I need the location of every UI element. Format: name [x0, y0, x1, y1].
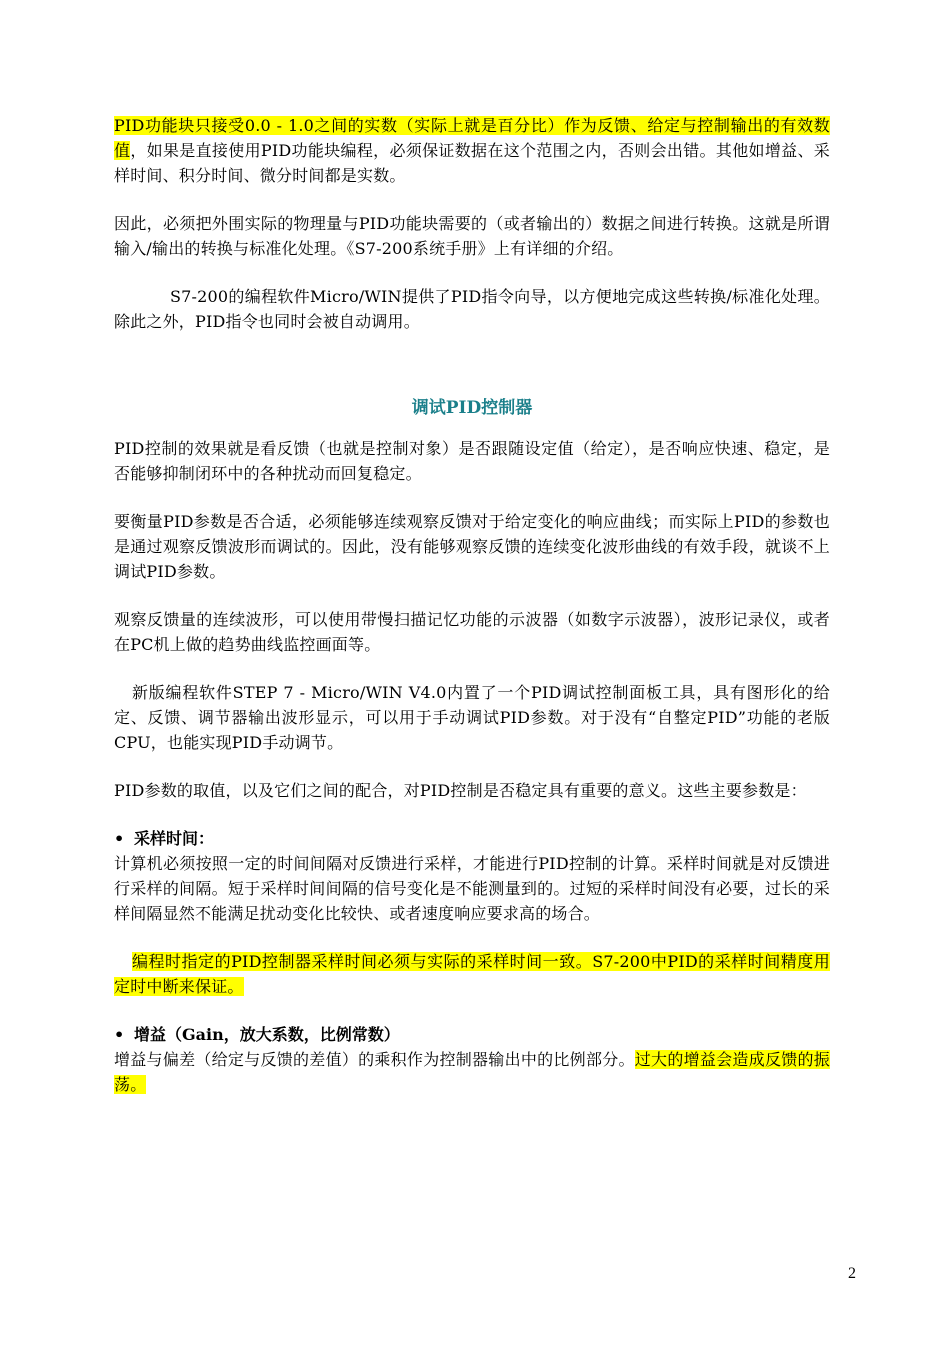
paragraph-pid-range: [114, 113, 830, 188]
bullet-gain: [114, 1022, 830, 1047]
highlight-gain-warning: 过大的增益会造成反馈的振荡。: [114, 1050, 830, 1094]
paragraph-conversion: 因此，必须把外围实际的物理量与PID功能块需要的（或者输出的）数据之间进行转换。这就是所谓输入/输出的转换与标准化处理。《S7-200系统手册》上有详细的介绍。: [114, 214, 830, 258]
paragraph-wizard: S7-200的编程软件Micro/WIN提供了PID指令向导，以方便地完成这些转换/标准化处理。除此之外，PID指令也同时会被自动调用。: [114, 287, 830, 331]
paragraph-response-curve: 要衡量PID参数是否合适，必须能够连续观察反馈对于给定变化的响应曲线；而实际上PID的参数也是通过观察反馈波形而调试的。因此，没有能够观察反馈的连续变化波形曲线的有效手段，就谈不上调试PID参数。: [114, 512, 830, 581]
paragraph-sampling-body: 计算机必须按照一定的时间间隔对反馈进行采样，才能进行PID控制的计算。采样时间就是对反馈进行采样的间隔。短于采样时间间隔的信号变化是不能测量到的。过短的采样时间没有必要，过长的采样间隔显然不能满足扰动变化比较快、或者速度响应要求高的场合。: [114, 854, 830, 923]
bullet-gain-heading: 增益（Gain，放大系数，比例常数）: [134, 1025, 400, 1044]
highlight-sampling-note: 编程时指定的PID控制器采样时间必须与实际的采样时间一致。S7-200中PID的采样时间精度用定时中断来保证。: [114, 952, 830, 996]
bullet-sampling-heading: 采样时间：: [134, 829, 215, 848]
section-title: 调试PID控制器: [411, 398, 533, 418]
paragraph-gain-body: [114, 1047, 830, 1097]
bullet-dot: •: [114, 829, 125, 848]
paragraph-waveform: 观察反馈量的连续波形，可以使用带慢扫描记忆功能的示波器（如数字示波器），波形记录仪，或者在PC机上做的趋势曲线监控画面等。: [114, 610, 830, 654]
bullet-dot: •: [114, 1025, 125, 1044]
paragraph-step7: 新版编程软件STEP 7 - Micro/WIN V4.0内置了一个PID调试控制面板工具，具有图形化的给定、反馈、调节器输出波形显示，可以用于手动调试PID参数。对于没有“自整定PID”功能的老版CPU，也能实现PID手动调节。: [114, 683, 830, 752]
gain-body-text: 增益与偏差（给定与反馈的差值）的乘积作为控制器输出中的比例部分。: [114, 1050, 635, 1069]
document-body: [114, 113, 830, 1097]
highlight-pid-range: PID功能块只接受0.0 - 1.0之间的实数（实际上就是百分比）作为反馈、给定与控制输出的有效数值: [114, 116, 830, 160]
bullet-sampling-time: [114, 826, 830, 851]
page-number: 2: [848, 1265, 856, 1282]
paragraph-pid-range-rest: ，如果是直接使用PID功能块编程，必须保证数据在这个范围之内，否则会出错。其他如增益、采样时间、积分时间、微分时间都是实数。: [114, 141, 831, 185]
paragraph-pid-effect: PID控制的效果就是看反馈（也就是控制对象）是否跟随设定值（给定），是否响应快速、稳定，是否能够抑制闭环中的各种扰动而回复稳定。: [114, 439, 830, 483]
paragraph-parameters: PID参数的取值，以及它们之间的配合，对PID控制是否稳定具有重要的意义。这些主要参数是：: [114, 781, 807, 800]
paragraph-sampling-note: [114, 949, 830, 999]
